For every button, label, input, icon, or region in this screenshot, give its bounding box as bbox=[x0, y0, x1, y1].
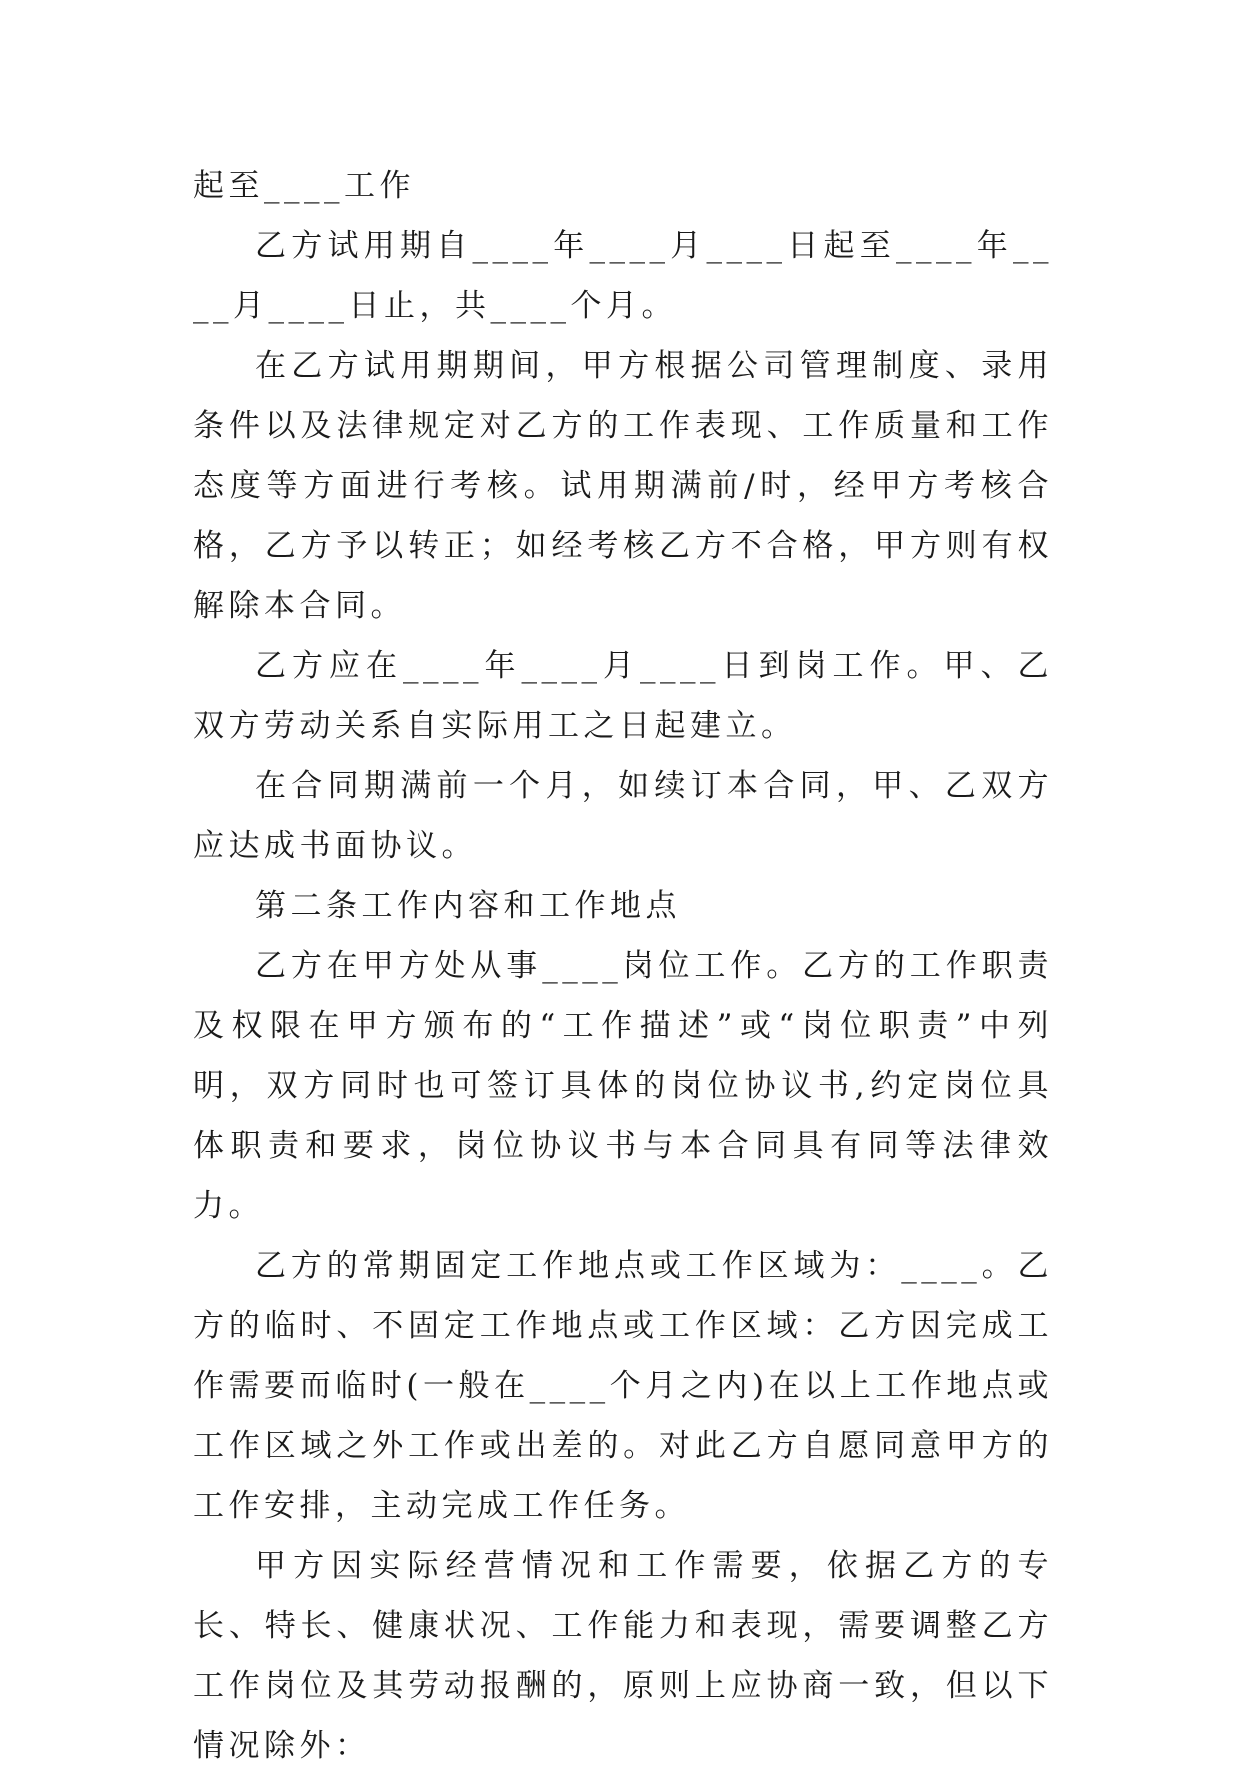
paragraph-start-date: 乙方应在____年____月____日到岗工作。甲、乙双方劳动关系自实际用工之日起建立。 bbox=[193, 648, 1053, 744]
paragraph-work-location: 乙方的常期固定工作地点或工作区域为：____。乙方的临时、不固定工作地点或工作区域：乙方因完成工作需要而临时(一般在____个月之内)在以上工作地点或工作区域之外工作或出差的。对此乙方自愿同意甲方的工作安排，主动完成工作任务。 bbox=[193, 1248, 1053, 1524]
paragraph-probation-period: 乙方试用期自____年____月____日起至____年____月____日止，共____个月。 bbox=[193, 228, 1053, 324]
paragraph-renewal: 在合同期满前一个月，如续订本合同，甲、乙双方应达成书面协议。 bbox=[193, 768, 1053, 864]
paragraph-job-duties: 乙方在甲方处从事____岗位工作。乙方的工作职责及权限在甲方颁布的“工作描述”或“岗位职责”中列明，双方同时也可签订具体的岗位协议书,约定岗位具体职责和要求，岗位协议书与本合同具有同等法律效力。 bbox=[193, 948, 1053, 1224]
document-body bbox=[193, 156, 1053, 1776]
paragraph-position-adjustment: 甲方因实际经营情况和工作需要，依据乙方的专长、特长、健康状况、工作能力和表现，需要调整乙方工作岗位及其劳动报酬的，原则上应协商一致，但以下情况除外： bbox=[193, 1548, 1053, 1764]
paragraph-continuation: 起至____工作 bbox=[193, 168, 415, 204]
paragraph-probation-assessment: 在乙方试用期期间，甲方根据公司管理制度、录用条件以及法律规定对乙方的工作表现、工作质量和工作态度等方面进行考核。试用期满前/时，经甲方考核合格，乙方予以转正；如经考核乙方不合格，甲方则有权解除本合同。 bbox=[193, 348, 1053, 624]
section-heading-article-2: 第二条工作内容和工作地点 bbox=[255, 888, 681, 924]
